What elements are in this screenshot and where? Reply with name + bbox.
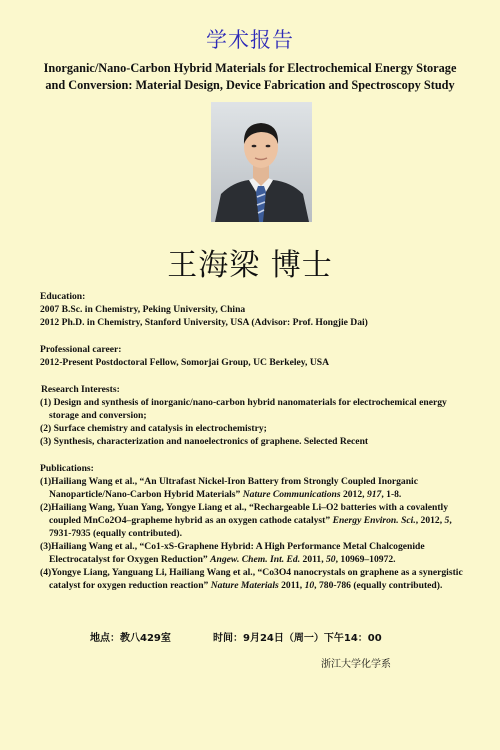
research-item: (3) Synthesis, characterization and nanoelectronics of graphene. Selected Recent [40, 436, 369, 447]
talk-title [20, 60, 480, 94]
research-heading: Research Interests: [41, 384, 120, 395]
publication-volume: 5 [444, 515, 450, 526]
research-item: (1) Design and synthesis of inorganic/nano-carbon hybrid nanomaterials for electrochemical energy storage and conversion; [40, 397, 447, 421]
career-item: 2012-Present Postdoctoral Fellow, Somorjai Group, UC Berkeley, USA [40, 357, 330, 368]
publication-item [40, 501, 470, 540]
career-section [40, 343, 470, 369]
event-time: 时间：9月24日（周一）下午14：00 [213, 633, 382, 644]
career-heading: Professional career: [40, 344, 122, 355]
education-heading: Education: [40, 291, 86, 302]
research-section [40, 383, 470, 448]
publication-year: 2012, [340, 489, 367, 500]
publication-text: (1)Hailiang Wang et al., “An Ultrafast Nickel-Iron Battery from Strongly Coupled Inorganic Nanoparticle/Nano-Carbon Hybrid Materials” [40, 476, 418, 500]
research-item: (2) Surface chemistry and catalysis in electrochemistry; [40, 423, 267, 434]
publications-section [40, 462, 470, 592]
speaker-portrait-image [211, 102, 312, 222]
publication-pages: , 10969–10972. [335, 554, 396, 565]
publication-year: 2011, [300, 554, 326, 565]
education-item: 2007 B.Sc. in Chemistry, Peking University, China [40, 304, 246, 315]
publication-journal: Energy Environ. Sci. [332, 515, 416, 526]
speaker-name: 王海梁 博士 [167, 248, 333, 283]
publication-pages: , 780-786 (equally contributed). [314, 580, 443, 591]
speaker-bio [40, 290, 470, 592]
talk-title-line-1: Inorganic/Nano-Carbon Hybrid Materials for Electrochemical Energy Storage [43, 61, 457, 75]
speaker-photo [211, 102, 312, 222]
organizer: 浙江大学化学系 [321, 659, 391, 670]
education-item: 2012 Ph.D. in Chemistry, Stanford University, USA (Advisor: Prof. Hongjie Dai) [40, 317, 368, 328]
event-location: 地点：教八429室 [90, 633, 171, 644]
publication-year: , 2012, [415, 515, 445, 526]
publication-journal: Nature Materials [210, 580, 279, 591]
publication-pages: , 7931-7935 (equally contributed). [49, 515, 452, 539]
poster-header-title: 学术报告 [206, 28, 294, 52]
education-section [40, 290, 470, 329]
publication-journal: Nature Communications [242, 489, 341, 500]
publication-volume: 917 [366, 489, 382, 500]
publication-journal: Angew. Chem. Int. Ed. [210, 554, 301, 565]
publication-pages: , 1-8. [381, 489, 402, 500]
talk-title-line-2: and Conversion: Material Design, Device Fabrication and Spectroscopy Study [45, 78, 455, 92]
publications-heading: Publications: [40, 463, 94, 474]
publication-volume: 50 [326, 554, 336, 565]
publication-text: (4)Yongye Liang, Yanguang Li, Hailiang Wang et al., “Co3O4 nanocrystals on graphene as a synergistic catalyst for oxygen reduction reaction” [40, 567, 463, 591]
publication-year: 2011, [278, 580, 305, 591]
publication-item [40, 566, 470, 592]
publication-text: (2)Hailiang Wang, Yuan Yang, Yongye Liang et al., “Rechargeable Li–O2 batteries with a covalently coupled MnCo2O4–grapheme hybrid as an oxygen cathode catalyst” [40, 502, 449, 526]
publication-volume: 10 [304, 580, 315, 591]
publication-item [40, 475, 470, 501]
publication-text: (3)Hailiang Wang et al., “Co1-xS-Graphene Hybrid: A High Performance Metal Chalcogenide Electrocatalyst for Oxygen Reduction” [40, 541, 425, 565]
publication-item [40, 540, 470, 566]
